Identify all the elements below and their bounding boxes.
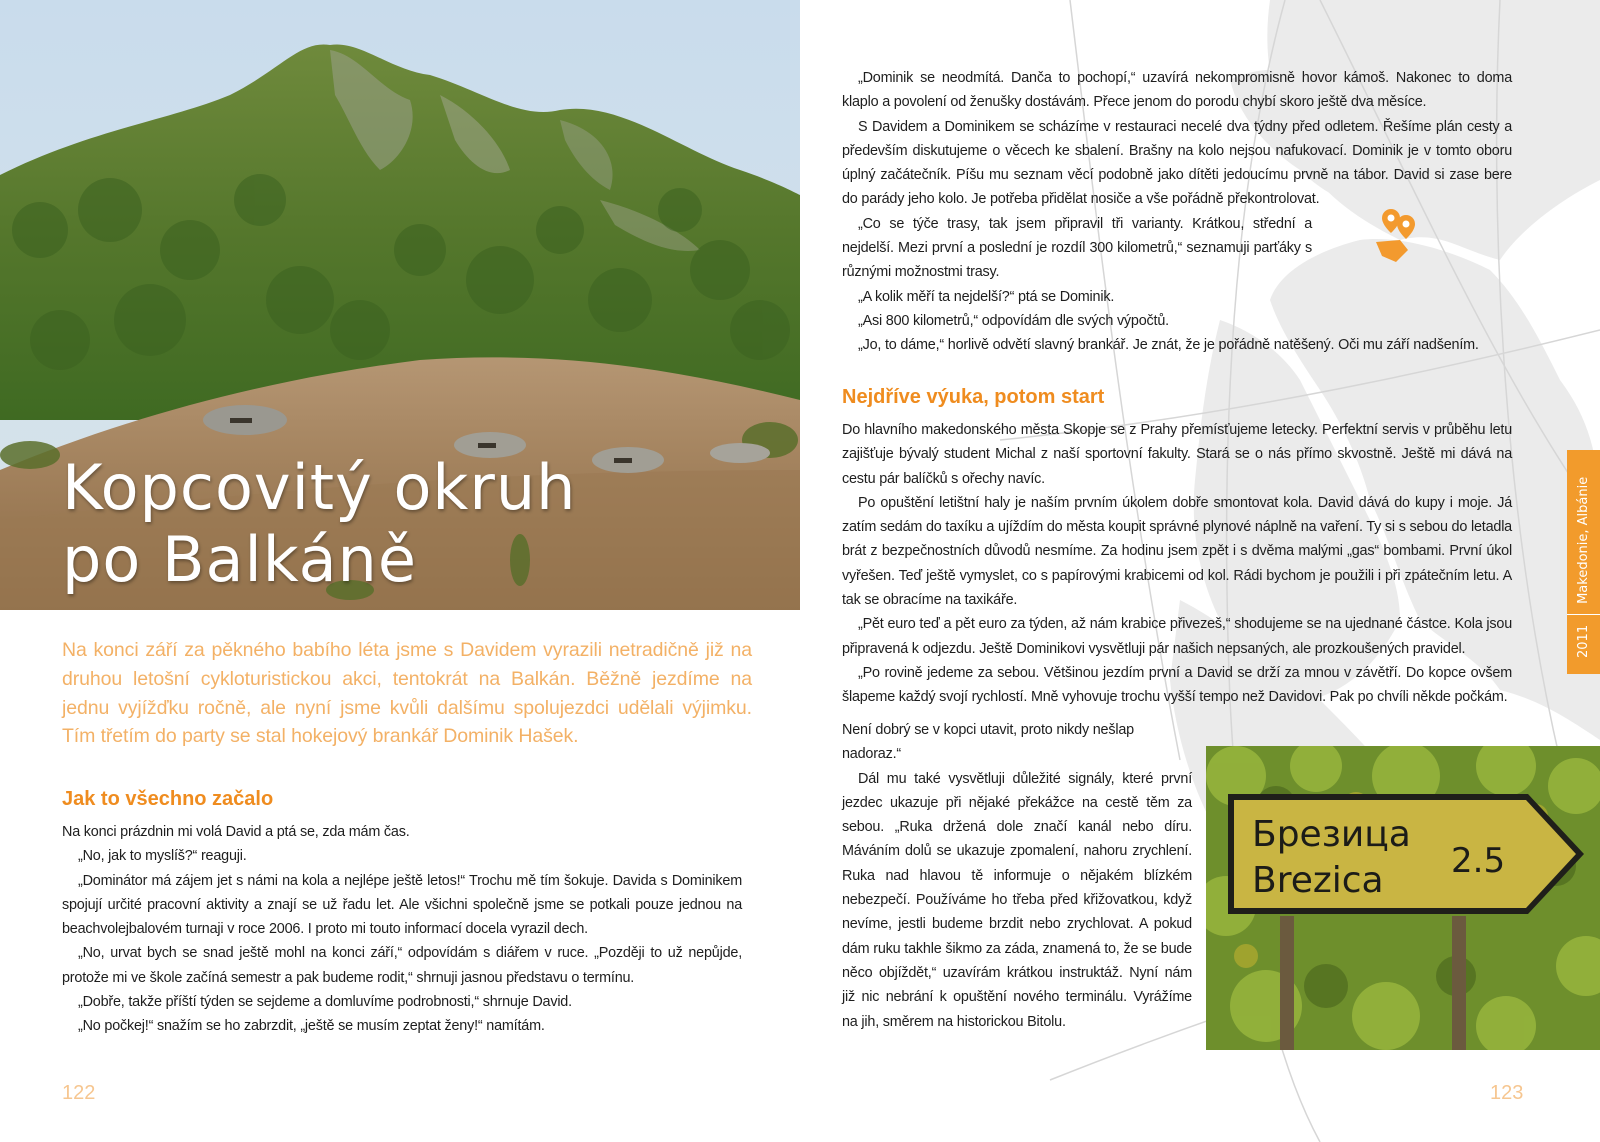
paragraph: Dál mu také vysvětluji důležité signály, které první jezdec ukazuje při nějaké překážce na cestě těm za sebou. „Ruka držená dole značí kanál nebo díru. Máváním dolů se ukazuje zpomalení, nahoru zrychlení. Ruka nad hlavou tě informuje o nějakém blízkém nebezpečí. Používáme ho třeba před křižovatkou, když nevíme, jestli budeme brzdit nebo zrychlovat. A pokud dám ruku takhle šikmo za záda, znamená to, že se bude něco objíždět,“ uzavírám krátkou instruktáž. Nyní nám již nic nebrání k opuštění nového terminálu. Vyrážíme na jih, směrem na historickou Bitolu. (842, 770, 1192, 1030)
paragraph: „A kolik měří ta nejdelší?“ ptá se Dominik. (858, 288, 1115, 305)
sign-distance-text: 2.5 (1451, 841, 1506, 881)
paragraph: „Jo, to dáme,“ horlivě odvětí slavný brankář. Je znát, že je pořádně natěšený. Oči mu září nadšením. (858, 337, 1479, 354)
right-section-text (842, 418, 1512, 710)
lead-paragraph: Na konci září za pěkného babího léta jsme s Davidem vyrazili netradičně již na druhou letošní cykloturistickou akci, tentokrát na Balkán. Běžně jezdíme na jednu vyjížďku ročně, ale nyní jsme kvůli dalšímu spolujezdci udělali výjimku. Tím třetím do party se stal hokejový brankář Dominik Hašek. (62, 639, 752, 748)
left-body-text (62, 820, 742, 1039)
paragraph: „Dominátor má zájem jet s námi na kola a nejlépe ještě letos!“ Trochu mě tím šokuje. Davida s Dominikem spojují určité pracovní aktivity a znají se už řadu let. Ale všichni společně jsme se potkali pouze jednou na beachvolejbalovém turnaji v roce 2006. I proto mi touto informací docela vyrazil dech. (62, 872, 742, 938)
paragraph: „Pět euro teď a pět euro za týden, až nám krabice přivezeš,“ shodujeme se na ujednané částce. Kola jsou připravená k odjezdu. Ještě Dominikovi vysvětluji pár našich nepsaných, ale prozkoušených pravidel. (842, 616, 1512, 657)
page-number-right: 123 (1490, 1082, 1524, 1104)
chapter-side-tab (1567, 450, 1600, 674)
paragraph: „Co se týče trasy, tak jsem připravil tři varianty. Krátkou, střední a nejdelší. Mezi první a poslední je rozdíl 300 kilometrů,“ seznamuji parťáky s různými možnostmi trasy. (842, 215, 1312, 281)
article-title: Kopcovitý okruh po Balkáně (62, 451, 577, 596)
paragraph: „Asi 800 kilometrů,“ odpovídám dle svých výpočtů. (858, 312, 1169, 329)
paragraph: „No, urvat bych se snad ještě mohl na konci září,“ odpovídám s diářem v ruce. „Později to už nepůjde, protože mi ve škole začíná semestr a pak budeme rodit,“ shrnuji jasnou představu o termínu. (62, 945, 742, 986)
paragraph: S Davidem a Dominikem se scházíme v restauraci necelé dva týdny před odletem. Řešíme plán cesty a především diskutujeme o věcech ke sbalení. Brašny na kolo nejsou nafukovací. Dominik je v tomto oboru úplný začátečník. Píšu mu seznam věcí podobně jako dítěti jedoucímu prvně na tábor. David si zase bere do parády jeho kolo. Je potřeba přidělat nosiče a vše pořádně překontrolovat. (842, 118, 1512, 208)
side-tab-year: 2011 (1576, 624, 1591, 658)
paragraph: „Dobře, takže příští týden se sejdeme a domluvíme podrobnosti,“ shrnuje David. (78, 994, 572, 1011)
right-page (800, 0, 1600, 1142)
page-number-left: 122 (62, 1082, 96, 1104)
paragraph: Do hlavního makedonského města Skopje se z Prahy přemísťujeme letecky. Perfektní servis v průběhu letu zajišťuje bývalý student Michal z naší sportovní fakulty. Stará se o nás přímo skvostně. Ještě mi dává na cestu pár balíčků s ořechy navíc. (842, 422, 1512, 487)
paragraph: „No počkej!“ snažím se ho zabrzdit, „ještě se musím zeptat ženy!“ namítám. (78, 1018, 545, 1035)
section-heading-start: Jak to všechno začalo (62, 788, 274, 810)
paragraph: „Dominik se neodmítá. Danča to pochopí,“ uzavírá nekompromisně hovor kámoš. Nakonec to doma klaplo a povolení od ženušky dostávám. Přece jenom do porodu chybí skoro ještě dva měsíce. (842, 70, 1512, 111)
sign-cyrillic-text: Брезица (1252, 814, 1411, 855)
paragraph: „Po rovině jedeme za sebou. Většinou jezdím první a David se drží za mnou v závětří. Do kopce ovšem šlapeme každý svojí rychlostí. Mně vyhovuje trochu vyšší tempo než Davidovi. Pak po chvíli někde počkám. (842, 664, 1512, 706)
hillside-bunkers-photo (0, 0, 800, 610)
sign-latin-text: Brezica (1252, 860, 1384, 901)
paragraph: „No, jak to myslíš?“ reaguji. (78, 848, 247, 865)
paragraph: Na konci prázdnin mi volá David a ptá se, zda mám čas. (62, 824, 410, 840)
right-intro-text (842, 66, 1512, 358)
side-tab-countries: Makedonie, Albánie (1576, 476, 1591, 604)
paragraph-line: Není dobrý se v kopci utavit, proto nikdy nešlap (842, 722, 1134, 738)
road-sign-photo (1206, 746, 1600, 1050)
paragraph-line: nadoraz.“ (842, 746, 901, 763)
paragraph: Po opuštění letištní haly je naším prvním úkolem dobře smontovat kola. David dává do kupy i moje. Já zatím sedám do taxíku a ujíždím do města koupit správné plynové náplně na vaření. Ty si s sebou do letadla brát z bezpečnostních důvodů nesmíme. Za hodinu jsem zpět i s dvěma malými „gas“ bombami. První úkol vyřešen. Teď ještě vymyslet, co s papírovými krabicemi od kol. Rádi bychom je použili i při zpátečním letu. A tak se obracíme na taxikáře. (842, 494, 1512, 609)
right-narrow-text (842, 718, 1192, 1034)
section-heading-learning: Nejdříve výuka, potom start (842, 386, 1105, 408)
